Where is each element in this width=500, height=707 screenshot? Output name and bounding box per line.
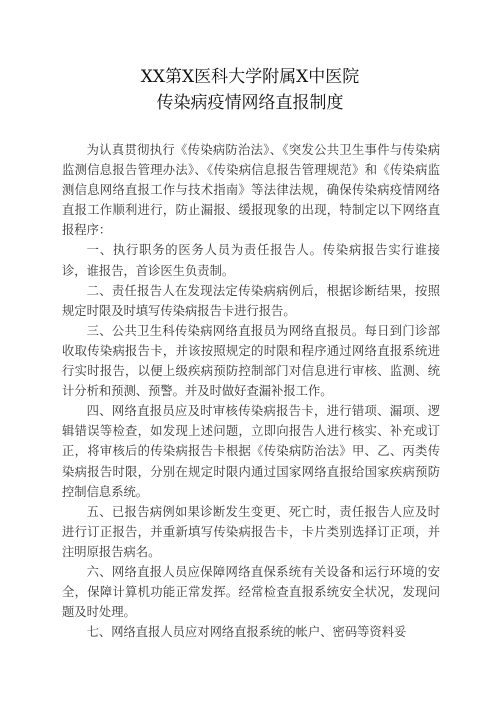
- clause-4-paragraph: 四、网络直报员应及时审核传染病报告卡，进行错项、漏项、逻辑错误等检查，如发现上述问题，立即向报告人进行核实、补充或订正，将审核后的传染病报告卡根据《传染病防治法》甲、乙、丙类传染病报告时限，分别在规定时限内通过国家网络直报给国家疾病预防控制信息系统。: [62, 404, 440, 499]
- clause-3-paragraph: 三、公共卫生科传染病网络直报员为网络直报员。每日到门诊部收取传染病报告卡，并该按照规定的时限和程序通过网络直报系统进行实时报告，以便上级疾病预防控制部门对信息进行审核、监测、统计分析和预测、预警。并及时做好查漏补报工作。: [62, 323, 440, 399]
- clause-1-paragraph: 一、执行职务的医务人员为责任报告人。传染病报告实行谁接诊，谁报告，首诊医生负责制。: [62, 243, 440, 278]
- document-body: [62, 140, 440, 642]
- document-title: 传染病疫情网络直报制度: [156, 93, 344, 113]
- clause-2-paragraph: 二、责任报告人在发现法定传染病病例后，根据诊断结果，按照规定时限及时填写传染病报告卡进行报告。: [62, 283, 440, 318]
- clause-7-paragraph: 七、网络直报人员应对网络直报系统的帐户、密码等资料妥: [86, 625, 407, 640]
- intro-paragraph: 为认真贯彻执行《传染病防治法》、《突发公共卫生事件与传染病监测信息报告管理办法》、《传染病信息报告管理规范》和《传染病监测信息网络直报工作与技术指南》等法律法规，确保传染病疫情网络直报工作顺利进行，防止漏报、缓报现象的出现，特制定以下网络直报程序：: [62, 143, 440, 238]
- clause-6-paragraph: 六、网络直报人员应保障网络直保系统有关设备和运行环境的安全，保障计算机功能正常发挥。经常检查直报系统安全状况，发现问题及时处理。: [62, 564, 440, 620]
- hospital-name-title: XX第X医科大学附属X中医院: [140, 67, 360, 87]
- clause-5-paragraph: 五、已报告病例如果诊断发生变更、死亡时，责任报告人应及时进行订正报告，并重新填写传染病报告卡，卡片类别选择订正项，并注明原报告病名。: [62, 504, 440, 559]
